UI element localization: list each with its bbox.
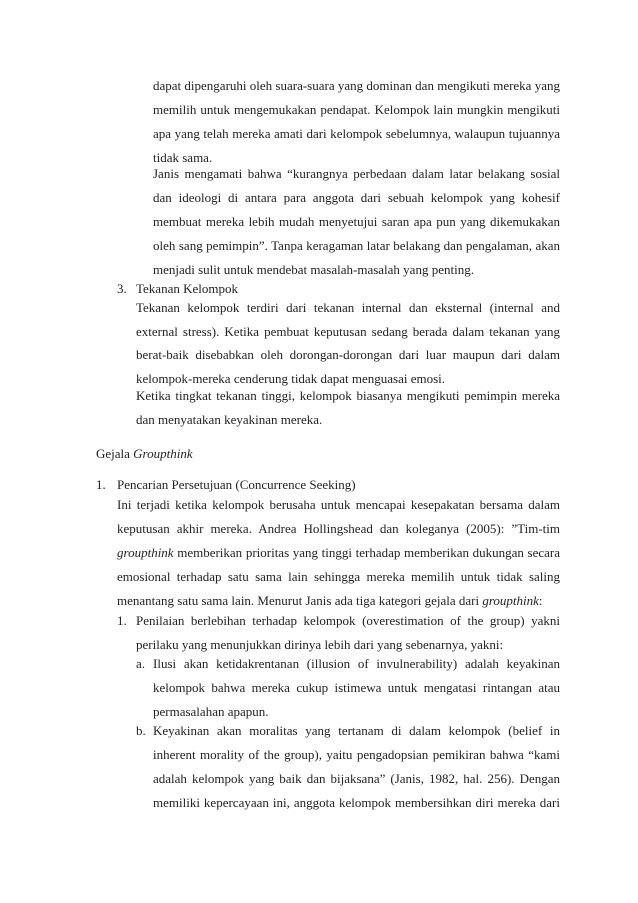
text-line: oleh sang pemimpin”. Tanpa keragaman latar belakang dan pengalaman, akan [153,238,560,253]
text-line: kelompok-mereka cenderung tidak dapat menguasai emosi. [136,371,446,386]
text-line: Ilusi akan ketidakrentanan (illusion of invulnerability) adalah keyakinan [153,656,560,671]
text-line: apa yang telah mereka amati dari kelompok sebelumnya, walaupun tujuannya [153,126,560,141]
text-line: memiliki kepercayaan ini, anggota kelompok membersihkan diri mereka dari [153,795,560,810]
text-line: memilih untuk mengemukakan pendapat. Kelompok lain mungkin mengikuti [153,102,560,117]
text-line: Tekanan kelompok terdiri dari tekanan internal dan eksternal (internal and [136,300,560,315]
text-line: external stress). Ketika pembuat keputusan sedang berada dalam tekanan yang [136,324,560,339]
section-heading [96,446,193,462]
text-line: perilaku yang menunjukkan dirinya lebih dari yang sebenarnya, yakni: [136,637,504,652]
text-line: membuat mereka lebih mudah menyetujui saran apa pun yang dikemukakan [153,214,560,229]
text-span: : [538,593,543,608]
text-line: permasalahan apapun. [153,704,269,719]
text-line: tidak sama. [153,150,213,165]
text-line: adalah kelompok yang baik dan bijaksana” (Janis, 1982, hal. 256). Dengan [153,771,560,786]
text-line: Ketika tingkat tekanan tinggi, kelompok biasanya mengikuti pemimpin mereka [136,388,560,403]
list-marker: a. [136,656,146,671]
list-marker: 1. [117,613,127,628]
list-marker: 1. [96,477,106,492]
text-line: emosional terhadap satu sama lain sehingga mereka memilih untuk tidak saling [117,569,560,584]
text-line: kelompok bahwa mereka cukup istimewa untuk mengatasi rintangan atau [153,680,560,695]
list-item-title: Penilaian berlebihan terhadap kelompok (overestimation of the group) yakni [136,613,560,628]
text-line: berat-baik disebabkan oleh dorongan-dorongan dari luar maupun dari dalam [136,347,560,362]
text-line: inherent morality of the group), yaitu pengadopsian pemikiran bahwa “kami [153,747,560,762]
list-marker: b. [136,723,146,738]
text-line: menjadi sulit untuk mendebat masalah-masalah yang penting. [153,262,474,277]
groupthink-term: groupthink [117,545,174,560]
list-item-title: Tekanan Kelompok [136,281,238,296]
text-line: dapat dipengaruhi oleh suara-suara yang dominan dan mengikuti mereka yang [153,78,560,93]
list-marker: 3. [117,281,127,296]
text-span: menantang satu sama lain. Menurut Janis ada tiga kategori gejala dari [117,593,483,608]
text-line: Ini terjadi ketika kelompok berusaha untuk mencapai kesepakatan bersama dalam [117,497,560,512]
heading-prefix: Gejala [96,446,134,461]
text-line [117,545,560,561]
text-span: memberikan prioritas yang tinggi terhadap memberikan dukungan secara [173,545,560,560]
text-line: keputusan akhir mereka. Andrea Hollingshead dan koleganya (2005): ”Tim-tim [117,521,560,536]
groupthink-term: groupthink [482,593,539,608]
list-item-title: Pencarian Persetujuan (Concurrence Seeking) [117,477,356,492]
text-line [117,593,543,609]
text-line: dan ideologi di antara para anggota dari sebuah kelompok yang kohesif [153,190,560,205]
text-line: Janis mengamati bahwa “kurangnya perbedaan dalam latar belakang sosial [153,166,560,181]
text-line: dan menyatakan keyakinan mereka. [136,412,323,427]
text-line: Keyakinan akan moralitas yang tertanam di dalam kelompok (belief in [153,723,560,738]
heading-italic: Groupthink [133,446,193,461]
